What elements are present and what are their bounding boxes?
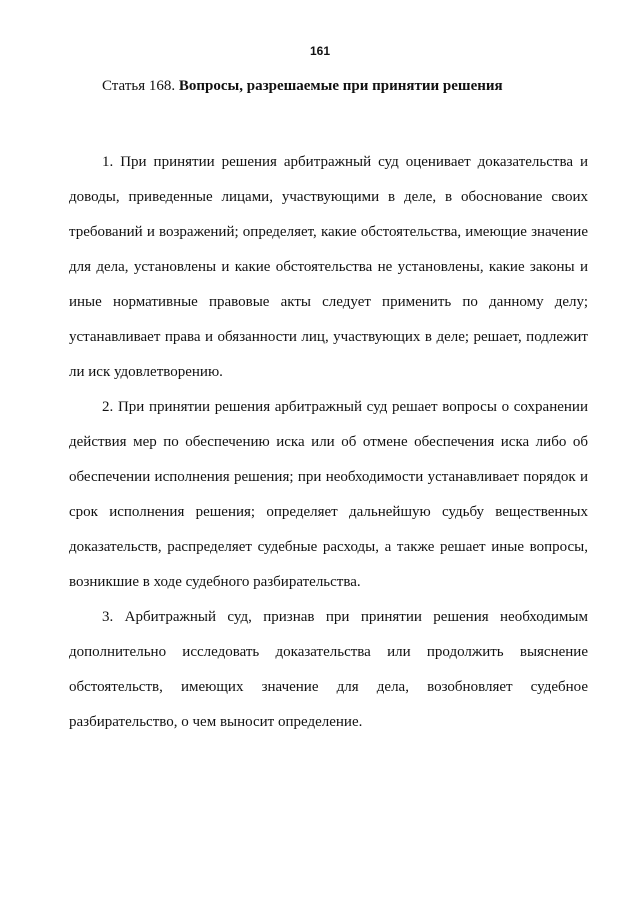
article-title: Вопросы, разрешаемые при принятии решения bbox=[178, 78, 503, 94]
paragraph-2: 2. При принятии решения арбитражный суд решает вопросы о сохранении действия мер по обеспечению иска или об отмене обеспечения иска либо об обеспечении исполнения решения; при необходимости устанавливает порядок и срок исполнения решения; определяет дальнейшую судьбу вещественных доказательств, распределяет судебные расходы, а также решает иные вопросы, возникшие в ходе судебного разбирательства. bbox=[69, 399, 588, 590]
page-number: 161 bbox=[309, 44, 331, 58]
article-label: Статья 168. bbox=[102, 78, 176, 94]
article-body bbox=[69, 145, 588, 740]
paragraph-1: 1. При принятии решения арбитражный суд оценивает доказательства и доводы, приведенные лицами, участвующими в деле, в обоснование своих требований и возражений; определяет, какие обстоятельства, имеющие значение для дела, установлены и какие обстоятельства не установлены, какие законы и иные нормативные правовые акты следует применить по данному делу; устанавливает права и обязанности лиц, участвующих в деле; решает, подлежит ли иск удовлетворению. bbox=[69, 154, 588, 380]
paragraph-3: 3. Арбитражный суд, признав при принятии решения необходимым дополнительно исследовать доказательства или продолжить выяснение обстоятельств, имеющих значение для дела, возобновляет судебное разбирательство, о чем выносит определение. bbox=[69, 609, 588, 730]
article-heading bbox=[102, 78, 503, 95]
